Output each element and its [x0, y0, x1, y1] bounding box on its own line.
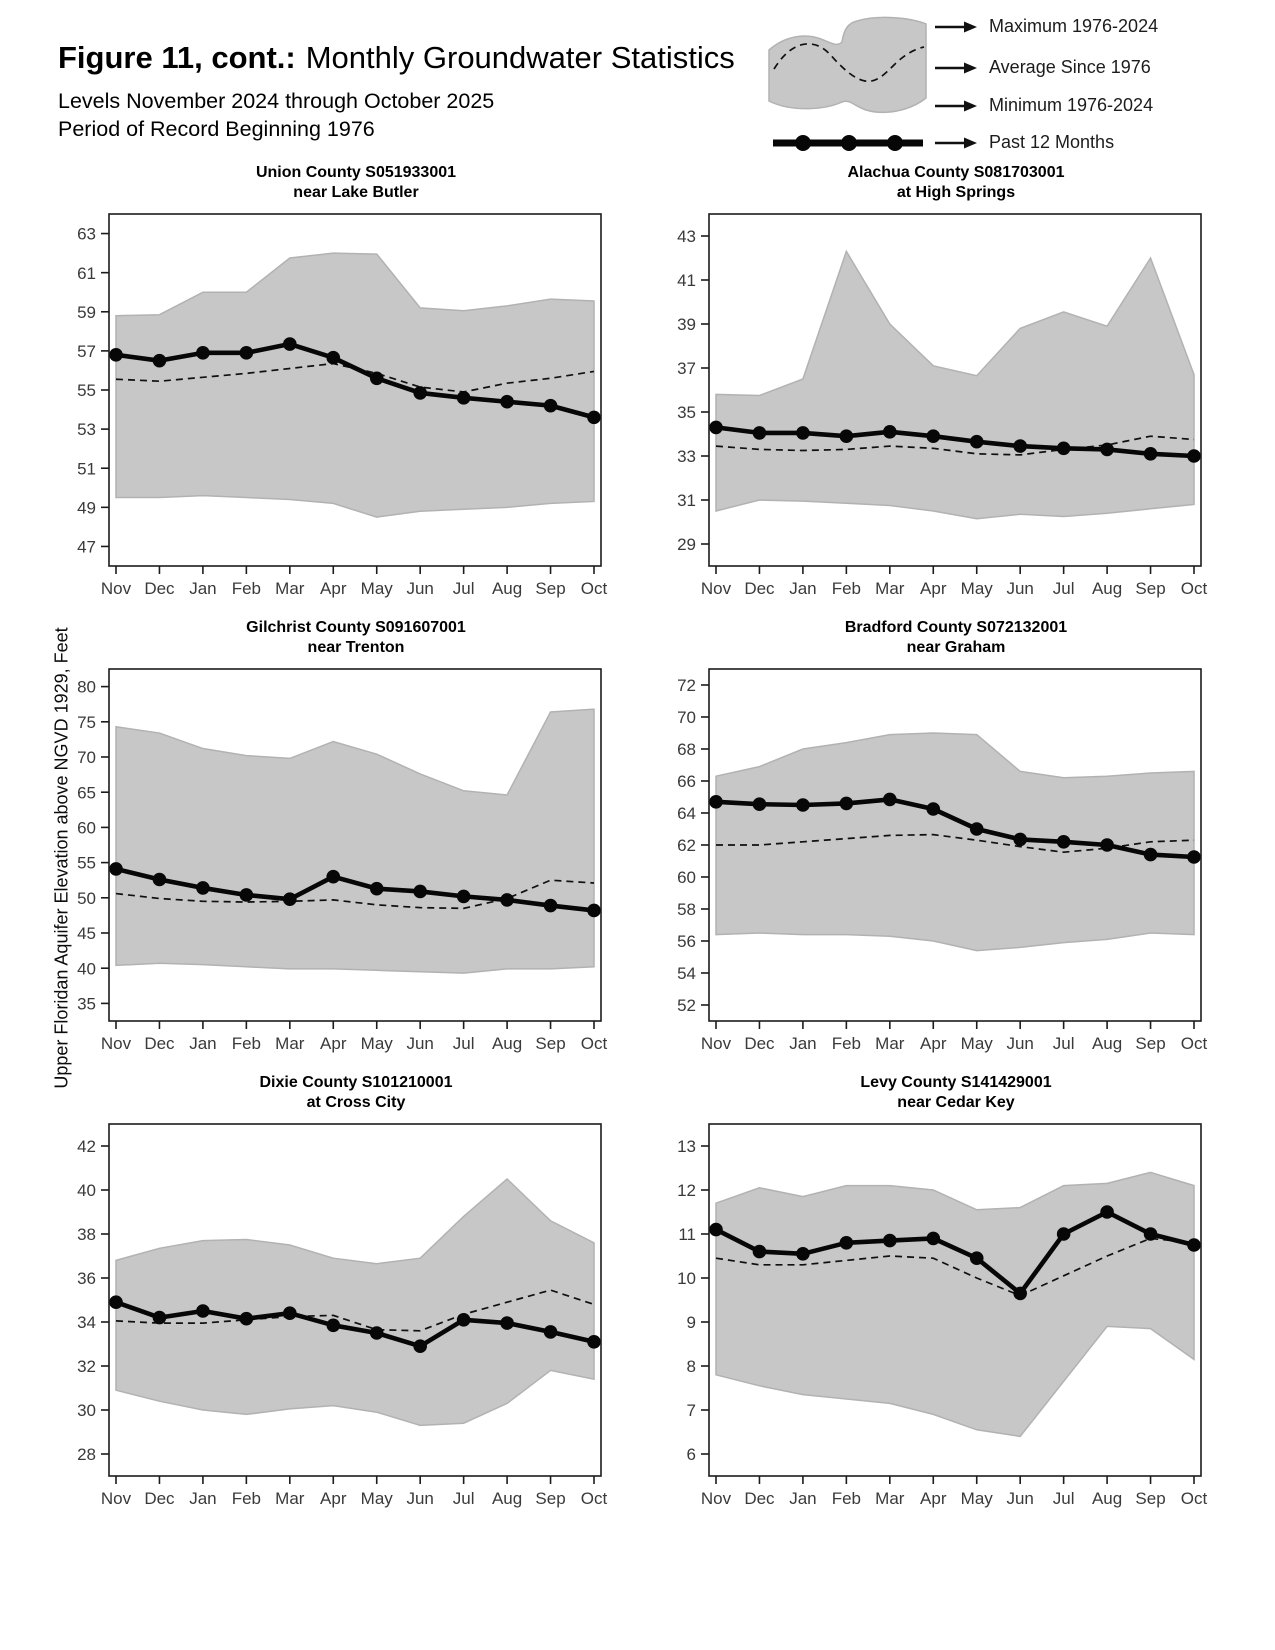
svg-text:Dec: Dec	[744, 1033, 775, 1053]
svg-text:28: 28	[77, 1445, 96, 1465]
chart-gilchrist-county	[45, 618, 623, 1069]
chart-title-line1: Gilchrist County S091607001	[246, 619, 466, 636]
chart-title-line2: near Lake Butler	[293, 184, 419, 202]
legend-band-icon	[769, 17, 926, 112]
legend-item-average: Average Since 1976	[989, 57, 1151, 77]
svg-text:49: 49	[77, 498, 96, 518]
svg-text:13: 13	[677, 1137, 696, 1157]
chart-title-line2: near Cedar Key	[897, 1094, 1015, 1112]
svg-text:Nov: Nov	[700, 578, 732, 598]
svg-text:60: 60	[77, 818, 96, 838]
legend	[765, 6, 1235, 164]
svg-text:Apr: Apr	[320, 1033, 347, 1053]
svg-text:61: 61	[77, 263, 96, 283]
legend-item-maximum: Maximum 1976-2024	[989, 16, 1159, 36]
svg-text:68: 68	[677, 740, 696, 760]
svg-text:Jan: Jan	[189, 1033, 217, 1053]
svg-text:37: 37	[677, 359, 696, 379]
svg-text:Mar: Mar	[275, 578, 305, 598]
band-area	[116, 709, 594, 973]
x-axis	[701, 566, 1208, 598]
svg-text:62: 62	[677, 836, 696, 856]
chart-title	[645, 1073, 1223, 1114]
svg-text:35: 35	[77, 994, 96, 1014]
svg-text:72: 72	[677, 676, 696, 696]
legend-arrow-maximum-icon	[935, 22, 977, 33]
svg-text:30: 30	[77, 1401, 96, 1421]
svg-text:33: 33	[677, 447, 696, 467]
y-axis	[677, 227, 709, 554]
svg-text:39: 39	[677, 315, 696, 335]
svg-text:63: 63	[77, 224, 96, 244]
svg-text:Feb: Feb	[831, 578, 862, 598]
chart-canvas	[645, 206, 1223, 614]
svg-text:Jan: Jan	[789, 1488, 817, 1508]
y-axis	[77, 678, 109, 1014]
svg-text:Sep: Sep	[1135, 1488, 1166, 1508]
svg-text:Oct: Oct	[1180, 1488, 1208, 1508]
x-axis	[101, 1021, 608, 1053]
y-axis	[677, 1137, 709, 1464]
svg-text:38: 38	[77, 1225, 96, 1245]
legend-graphic	[765, 6, 981, 162]
legend-arrow-average-icon	[935, 63, 977, 74]
svg-text:64: 64	[677, 804, 696, 824]
svg-text:Aug: Aug	[491, 1488, 523, 1508]
svg-text:Apr: Apr	[920, 1033, 947, 1053]
band-area	[116, 253, 594, 517]
svg-text:Dec: Dec	[144, 1488, 175, 1508]
chart-title	[45, 618, 623, 659]
svg-text:Apr: Apr	[320, 1488, 347, 1508]
svg-text:Apr: Apr	[920, 578, 947, 598]
svg-text:Jul: Jul	[1052, 578, 1075, 598]
svg-text:Apr: Apr	[920, 1488, 947, 1508]
svg-text:70: 70	[677, 708, 696, 728]
svg-text:42: 42	[77, 1137, 96, 1157]
svg-text:Nov: Nov	[100, 1033, 132, 1053]
chart-levy-county	[645, 1073, 1223, 1524]
svg-text:52: 52	[677, 996, 696, 1016]
svg-text:80: 80	[77, 677, 96, 697]
svg-text:Jun: Jun	[406, 1488, 434, 1508]
chart-canvas	[645, 661, 1223, 1069]
svg-text:Jul: Jul	[1052, 1033, 1075, 1053]
svg-text:Apr: Apr	[320, 578, 347, 598]
y-axis	[77, 1137, 109, 1464]
chart-title-line1: Dixie County S101210001	[259, 1074, 453, 1091]
chart-dixie-county	[45, 1073, 623, 1524]
svg-text:Jul: Jul	[452, 1488, 475, 1508]
svg-text:May: May	[960, 1488, 993, 1508]
chart-title-line1: Bradford County S072132001	[844, 619, 1068, 636]
subtitle-line-2: Period of Record Beginning 1976	[58, 116, 375, 141]
y-axis-label: Upper Floridan Aquifer Elevation above NGVD 1929, Feet	[51, 627, 72, 1089]
svg-text:Aug: Aug	[1091, 1033, 1123, 1053]
svg-text:Nov: Nov	[100, 578, 132, 598]
svg-text:7: 7	[686, 1401, 696, 1421]
svg-text:Sep: Sep	[535, 578, 566, 598]
svg-text:75: 75	[77, 712, 96, 732]
svg-text:Mar: Mar	[275, 1488, 305, 1508]
svg-text:54: 54	[677, 964, 696, 984]
svg-text:40: 40	[77, 1181, 96, 1201]
svg-text:8: 8	[686, 1357, 696, 1377]
svg-text:Oct: Oct	[580, 578, 608, 598]
svg-text:Aug: Aug	[491, 578, 523, 598]
svg-text:May: May	[960, 1033, 993, 1053]
svg-text:May: May	[360, 1488, 393, 1508]
svg-text:Dec: Dec	[144, 578, 175, 598]
svg-text:Aug: Aug	[491, 1033, 523, 1053]
svg-text:Feb: Feb	[231, 1033, 262, 1053]
svg-text:60: 60	[677, 868, 696, 888]
chart-union-county	[45, 163, 623, 614]
svg-text:Dec: Dec	[744, 1488, 775, 1508]
svg-text:Feb: Feb	[231, 1488, 262, 1508]
svg-text:56: 56	[677, 932, 696, 952]
svg-text:29: 29	[677, 535, 696, 555]
svg-text:Dec: Dec	[144, 1033, 175, 1053]
svg-text:May: May	[360, 1033, 393, 1053]
svg-text:Sep: Sep	[535, 1488, 566, 1508]
svg-text:Jan: Jan	[189, 578, 217, 598]
svg-text:55: 55	[77, 381, 96, 401]
svg-text:Nov: Nov	[700, 1488, 732, 1508]
legend-arrow-past12-icon	[935, 138, 977, 149]
svg-text:10: 10	[677, 1269, 696, 1289]
svg-text:Oct: Oct	[1180, 1033, 1208, 1053]
svg-text:May: May	[960, 578, 993, 598]
chart-title-line2: near Graham	[906, 639, 1006, 657]
svg-text:Nov: Nov	[100, 1488, 132, 1508]
svg-text:Nov: Nov	[700, 1033, 732, 1053]
chart-title	[45, 163, 623, 204]
svg-text:Jun: Jun	[1006, 1033, 1034, 1053]
chart-canvas	[645, 1116, 1223, 1524]
svg-text:Jul: Jul	[1052, 1488, 1075, 1508]
x-axis	[101, 1476, 608, 1508]
figure-title-text: Monthly Groundwater Statistics	[305, 40, 735, 75]
svg-text:35: 35	[677, 403, 696, 423]
x-axis	[701, 1021, 1208, 1053]
svg-text:Sep: Sep	[1135, 578, 1166, 598]
figure-subtitle	[58, 88, 494, 144]
chart-title-line2: at High Springs	[896, 184, 1016, 202]
svg-text:Feb: Feb	[831, 1488, 862, 1508]
subtitle-line-1: Levels November 2024 through October 2025	[58, 89, 495, 113]
svg-text:Aug: Aug	[1091, 1488, 1123, 1508]
svg-text:Mar: Mar	[275, 1033, 305, 1053]
svg-text:May: May	[360, 578, 393, 598]
svg-text:Jul: Jul	[452, 578, 475, 598]
svg-text:Jun: Jun	[406, 578, 434, 598]
svg-text:58: 58	[677, 900, 696, 920]
chart-title	[645, 618, 1223, 659]
chart-title	[45, 1073, 623, 1114]
svg-text:47: 47	[77, 537, 96, 557]
svg-text:50: 50	[77, 888, 96, 908]
svg-text:41: 41	[677, 271, 696, 291]
svg-text:Mar: Mar	[875, 1488, 905, 1508]
svg-text:65: 65	[77, 783, 96, 803]
x-axis	[101, 566, 608, 598]
chart-title-line2: near Trenton	[307, 639, 405, 657]
svg-text:51: 51	[77, 459, 96, 479]
chart-title-line1: Union County S051933001	[255, 164, 457, 181]
svg-text:66: 66	[677, 772, 696, 792]
svg-text:55: 55	[77, 853, 96, 873]
svg-text:11: 11	[678, 1225, 696, 1245]
legend-arrow-minimum-icon	[935, 101, 977, 112]
svg-text:40: 40	[77, 959, 96, 979]
svg-text:6: 6	[686, 1445, 696, 1465]
svg-text:Oct: Oct	[580, 1488, 608, 1508]
svg-text:Oct: Oct	[580, 1033, 608, 1053]
y-axis	[77, 225, 109, 557]
svg-text:Jun: Jun	[1006, 578, 1034, 598]
svg-text:53: 53	[77, 420, 96, 440]
chart-canvas	[45, 206, 623, 614]
legend-item-minimum: Minimum 1976-2024	[989, 95, 1154, 115]
chart-title-line1: Levy County S141429001	[860, 1074, 1052, 1091]
chart-title-line1: Alachua County S081703001	[847, 164, 1065, 181]
svg-text:Aug: Aug	[1091, 578, 1123, 598]
band-area	[716, 733, 1194, 951]
svg-text:Mar: Mar	[875, 1033, 905, 1053]
chart-alachua-county	[645, 163, 1223, 614]
svg-text:Sep: Sep	[1135, 1033, 1166, 1053]
svg-text:Dec: Dec	[744, 578, 775, 598]
svg-text:Jun: Jun	[406, 1033, 434, 1053]
svg-text:Jun: Jun	[1006, 1488, 1034, 1508]
svg-text:Oct: Oct	[1180, 578, 1208, 598]
figure-title	[58, 40, 735, 76]
svg-text:Mar: Mar	[875, 578, 905, 598]
svg-text:31: 31	[677, 491, 696, 511]
y-axis	[677, 676, 709, 1015]
svg-text:Jul: Jul	[452, 1033, 475, 1053]
svg-text:Feb: Feb	[831, 1033, 862, 1053]
svg-text:59: 59	[77, 302, 96, 322]
legend-item-past12: Past 12 Months	[989, 132, 1115, 152]
band-area	[716, 1172, 1194, 1436]
band-area	[116, 1179, 594, 1425]
svg-text:36: 36	[77, 1269, 96, 1289]
svg-text:Jan: Jan	[789, 578, 817, 598]
band-area	[716, 251, 1194, 518]
chart-bradford-county	[645, 618, 1223, 1069]
svg-text:12: 12	[677, 1181, 696, 1201]
svg-text:57: 57	[77, 341, 96, 361]
chart-canvas	[45, 661, 623, 1069]
svg-text:9: 9	[686, 1313, 696, 1333]
svg-text:32: 32	[77, 1357, 96, 1377]
figure-number: Figure 11, cont.:	[58, 40, 296, 75]
svg-text:70: 70	[77, 748, 96, 768]
svg-text:34: 34	[77, 1313, 96, 1333]
svg-text:Jan: Jan	[189, 1488, 217, 1508]
chart-title-line2: at Cross City	[306, 1094, 406, 1112]
x-axis	[701, 1476, 1208, 1508]
chart-canvas	[45, 1116, 623, 1524]
svg-text:Sep: Sep	[535, 1033, 566, 1053]
svg-text:45: 45	[77, 924, 96, 944]
svg-text:Jan: Jan	[789, 1033, 817, 1053]
chart-title	[645, 163, 1223, 204]
svg-text:Feb: Feb	[231, 578, 262, 598]
svg-text:43: 43	[677, 227, 696, 247]
